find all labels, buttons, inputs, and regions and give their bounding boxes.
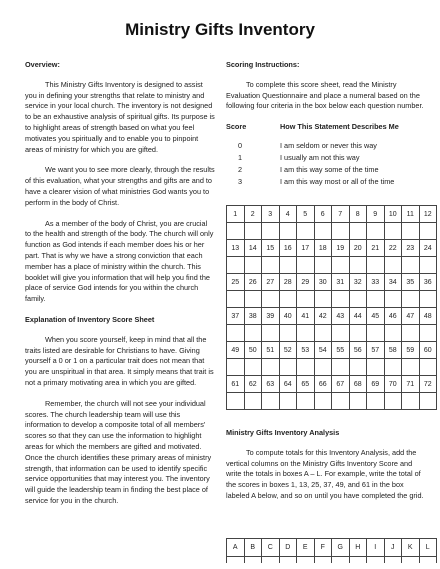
question-number-cell: 52 xyxy=(279,342,297,359)
question-number-cell: 56 xyxy=(349,342,367,359)
answer-cell[interactable] xyxy=(384,291,402,308)
question-number-cell: 41 xyxy=(297,308,315,325)
right-column xyxy=(226,60,426,189)
score-key-row xyxy=(226,141,426,152)
total-answer-cell[interactable] xyxy=(227,557,245,564)
question-number-cell: 21 xyxy=(367,240,385,257)
question-number-cell: 17 xyxy=(297,240,315,257)
answer-cell[interactable] xyxy=(332,291,350,308)
total-letter-cell: A xyxy=(227,539,245,557)
answer-cell[interactable] xyxy=(332,359,350,376)
question-number-cell: 7 xyxy=(332,206,350,223)
score-value: 2 xyxy=(238,164,243,174)
scoring-paragraph: To complete this score sheet, read the Ministry Evaluation Questionnaire and place a numeral based on the following four criteria in the box below each question number. xyxy=(226,79,424,111)
answer-cell[interactable] xyxy=(332,393,350,410)
answer-cell[interactable] xyxy=(419,223,437,240)
answer-cell[interactable] xyxy=(419,359,437,376)
grid-number-row xyxy=(227,206,437,223)
question-number-cell: 37 xyxy=(227,308,245,325)
total-letter-cell: G xyxy=(332,539,350,557)
grid-answer-row xyxy=(227,393,437,410)
score-description: I am this way some of the time xyxy=(280,164,379,174)
question-number-cell: 9 xyxy=(367,206,385,223)
question-number-cell: 51 xyxy=(262,342,280,359)
answer-cell[interactable] xyxy=(227,223,245,240)
totals-answer-row xyxy=(227,557,437,564)
question-number-cell: 60 xyxy=(419,342,437,359)
grid-number-row xyxy=(227,308,437,325)
answer-cell[interactable] xyxy=(349,291,367,308)
question-number-cell: 4 xyxy=(279,206,297,223)
answer-cell[interactable] xyxy=(279,257,297,274)
question-number-cell: 10 xyxy=(384,206,402,223)
question-number-cell: 11 xyxy=(402,206,420,223)
question-number-cell: 45 xyxy=(367,308,385,325)
total-answer-cell[interactable] xyxy=(279,557,297,564)
answer-cell[interactable] xyxy=(349,359,367,376)
question-number-cell: 5 xyxy=(297,206,315,223)
grid-number-row xyxy=(227,274,437,291)
answer-cell[interactable] xyxy=(314,257,332,274)
total-letter-cell: D xyxy=(279,539,297,557)
grid-answer-row xyxy=(227,359,437,376)
score-value: 1 xyxy=(238,152,243,162)
answer-cell[interactable] xyxy=(367,291,385,308)
total-answer-cell[interactable] xyxy=(244,557,262,564)
total-answer-cell[interactable] xyxy=(419,557,437,564)
answer-cell[interactable] xyxy=(349,393,367,410)
answer-cell[interactable] xyxy=(419,325,437,342)
question-number-cell: 8 xyxy=(349,206,367,223)
answer-cell[interactable] xyxy=(367,223,385,240)
score-value: 0 xyxy=(238,140,243,150)
question-number-cell: 47 xyxy=(402,308,420,325)
answer-cell[interactable] xyxy=(279,325,297,342)
question-number-cell: 2 xyxy=(244,206,262,223)
answer-cell[interactable] xyxy=(384,223,402,240)
analysis-totals-grid xyxy=(226,538,437,563)
question-number-cell: 39 xyxy=(262,308,280,325)
total-answer-cell[interactable] xyxy=(402,557,420,564)
answer-cell[interactable] xyxy=(384,359,402,376)
answer-cell[interactable] xyxy=(262,223,280,240)
score-description: I am this way most or all of the time xyxy=(280,176,395,186)
question-number-cell: 35 xyxy=(402,274,420,291)
question-number-cell: 68 xyxy=(349,376,367,393)
answer-cell[interactable] xyxy=(367,359,385,376)
answer-cell[interactable] xyxy=(367,257,385,274)
grid-answer-row xyxy=(227,223,437,240)
answer-cell[interactable] xyxy=(297,291,315,308)
question-number-cell: 16 xyxy=(279,240,297,257)
score-grid xyxy=(226,205,437,410)
question-number-cell: 67 xyxy=(332,376,350,393)
question-number-cell: 38 xyxy=(244,308,262,325)
score-key-row xyxy=(226,153,426,164)
question-number-cell: 28 xyxy=(279,274,297,291)
question-number-cell: 27 xyxy=(262,274,280,291)
answer-cell[interactable] xyxy=(297,359,315,376)
answer-cell[interactable] xyxy=(314,291,332,308)
grid-number-row xyxy=(227,376,437,393)
question-number-cell: 55 xyxy=(332,342,350,359)
question-number-cell: 29 xyxy=(297,274,315,291)
total-letter-cell: C xyxy=(262,539,280,557)
question-number-cell: 65 xyxy=(297,376,315,393)
answer-cell[interactable] xyxy=(402,359,420,376)
page-title: Ministry Gifts Inventory xyxy=(125,20,315,39)
question-number-cell: 20 xyxy=(349,240,367,257)
scoring-heading: Scoring Instructions: xyxy=(226,60,300,69)
overview-paragraph-3: As a member of the body of Christ, you are crucial to the health and strength of the body. The church will only function as God intends if each member does his or her part. That is why we have a strong conviction that each member has a place of ministry within the church. This booklet will give you information that will help you find the place of service God intends for you within the church family. xyxy=(25,218,214,304)
question-number-cell: 63 xyxy=(262,376,280,393)
answer-cell[interactable] xyxy=(279,359,297,376)
answer-cell[interactable] xyxy=(419,257,437,274)
answer-cell[interactable] xyxy=(279,223,297,240)
answer-cell[interactable] xyxy=(349,223,367,240)
question-number-cell: 61 xyxy=(227,376,245,393)
answer-cell[interactable] xyxy=(244,291,262,308)
answer-cell[interactable] xyxy=(402,223,420,240)
answer-cell[interactable] xyxy=(367,393,385,410)
grid-number-row xyxy=(227,342,437,359)
question-number-cell: 44 xyxy=(349,308,367,325)
question-number-cell: 54 xyxy=(314,342,332,359)
answer-cell[interactable] xyxy=(279,291,297,308)
answer-cell[interactable] xyxy=(262,325,280,342)
answer-cell[interactable] xyxy=(297,257,315,274)
total-answer-cell[interactable] xyxy=(384,557,402,564)
question-number-cell: 18 xyxy=(314,240,332,257)
answer-cell[interactable] xyxy=(244,223,262,240)
question-number-cell: 31 xyxy=(332,274,350,291)
grid-number-row xyxy=(227,240,437,257)
question-number-cell: 1 xyxy=(227,206,245,223)
answer-cell[interactable] xyxy=(367,325,385,342)
answer-cell[interactable] xyxy=(402,393,420,410)
answer-cell[interactable] xyxy=(384,393,402,410)
question-number-cell: 34 xyxy=(384,274,402,291)
question-number-cell: 49 xyxy=(227,342,245,359)
answer-cell[interactable] xyxy=(227,359,245,376)
question-number-cell: 43 xyxy=(332,308,350,325)
answer-cell[interactable] xyxy=(297,393,315,410)
answer-cell[interactable] xyxy=(332,325,350,342)
answer-cell[interactable] xyxy=(244,359,262,376)
answer-cell[interactable] xyxy=(227,325,245,342)
question-number-cell: 69 xyxy=(367,376,385,393)
grid-answer-row xyxy=(227,291,437,308)
explanation-paragraph-2: Remember, the church will not see your individual scores. The church leadership team will use this information to develop a composite total of all members' scores so that they can use the information to highlight areas for which the members are gifted and motivated. Once the church identifies these primary areas of ministry strength, that information can be used to identify specific service opportunities that may interest you. The inventory will guide the leadership team in finding the best place of service for you in the church. xyxy=(25,398,212,505)
letters-row xyxy=(227,539,437,557)
total-letter-cell: J xyxy=(384,539,402,557)
answer-cell[interactable] xyxy=(349,325,367,342)
analysis-heading: Ministry Gifts Inventory Analysis xyxy=(226,428,340,437)
answer-cell[interactable] xyxy=(297,223,315,240)
answer-cell[interactable] xyxy=(384,325,402,342)
question-number-cell: 40 xyxy=(279,308,297,325)
score-key-header xyxy=(226,122,426,133)
question-number-cell: 14 xyxy=(244,240,262,257)
left-column xyxy=(25,60,215,517)
score-key-row xyxy=(226,165,426,176)
total-letter-cell: I xyxy=(367,539,385,557)
total-letter-cell: B xyxy=(244,539,262,557)
question-number-cell: 22 xyxy=(384,240,402,257)
total-answer-cell[interactable] xyxy=(332,557,350,564)
question-number-cell: 32 xyxy=(349,274,367,291)
question-number-cell: 50 xyxy=(244,342,262,359)
total-letter-cell: F xyxy=(314,539,332,557)
analysis-section xyxy=(226,428,426,512)
answer-cell[interactable] xyxy=(402,325,420,342)
answer-cell[interactable] xyxy=(227,393,245,410)
answer-cell[interactable] xyxy=(262,257,280,274)
grid-answer-row xyxy=(227,325,437,342)
answer-cell[interactable] xyxy=(314,223,332,240)
question-number-cell: 3 xyxy=(262,206,280,223)
answer-cell[interactable] xyxy=(402,257,420,274)
total-answer-cell[interactable] xyxy=(314,557,332,564)
question-number-cell: 13 xyxy=(227,240,245,257)
question-number-cell: 15 xyxy=(262,240,280,257)
question-number-cell: 59 xyxy=(402,342,420,359)
total-letter-cell: K xyxy=(402,539,420,557)
answer-cell[interactable] xyxy=(332,257,350,274)
total-letter-cell: H xyxy=(349,539,367,557)
answer-cell[interactable] xyxy=(227,291,245,308)
answer-cell[interactable] xyxy=(297,325,315,342)
question-number-cell: 19 xyxy=(332,240,350,257)
grid-answer-row xyxy=(227,257,437,274)
answer-cell[interactable] xyxy=(279,393,297,410)
total-letter-cell: L xyxy=(419,539,437,557)
answer-cell[interactable] xyxy=(244,257,262,274)
explanation-heading: Explanation of Inventory Score Sheet xyxy=(25,314,155,324)
score-column-label: Score xyxy=(226,122,247,132)
total-answer-cell[interactable] xyxy=(262,557,280,564)
answer-cell[interactable] xyxy=(262,393,280,410)
total-answer-cell[interactable] xyxy=(349,557,367,564)
question-number-cell: 12 xyxy=(419,206,437,223)
question-number-cell: 48 xyxy=(419,308,437,325)
answer-cell[interactable] xyxy=(314,393,332,410)
question-number-cell: 71 xyxy=(402,376,420,393)
question-number-cell: 62 xyxy=(244,376,262,393)
answer-cell[interactable] xyxy=(314,325,332,342)
question-number-cell: 26 xyxy=(244,274,262,291)
answer-cell[interactable] xyxy=(262,359,280,376)
question-number-cell: 46 xyxy=(384,308,402,325)
analysis-paragraph: To compute totals for this Inventory Analysis, add the vertical columns on the Ministry Gifts Inventory Score and write the totals in boxes A – L. For example, write the total of the scores in boxes 1, 13, 25, 37, 49, and 61 in the box labeled A below, and so on until you have completed the grid. xyxy=(226,447,424,500)
total-answer-cell[interactable] xyxy=(367,557,385,564)
question-number-cell: 6 xyxy=(314,206,332,223)
answer-cell[interactable] xyxy=(244,393,262,410)
answer-cell[interactable] xyxy=(402,291,420,308)
description-column-label: How This Statement Describes Me xyxy=(280,122,399,132)
answer-cell[interactable] xyxy=(349,257,367,274)
question-number-cell: 57 xyxy=(367,342,385,359)
answer-cell[interactable] xyxy=(227,257,245,274)
question-number-cell: 72 xyxy=(419,376,437,393)
overview-paragraph-2: We want you to see more clearly, through the results of this evaluation, what your strengths and gifts are and to have a clearer vision of what ministries God wants you to perform in the body of Christ. xyxy=(25,165,215,207)
question-number-cell: 70 xyxy=(384,376,402,393)
overview-paragraph-1: This Ministry Gifts Inventory is designed to assist you in defining your strengths that relate to ministry and service in your local church. The inventory is not designed to be an exhaustive analysis of spiritual gifts. Its purpose is to highlight areas of strength based on what you feel motivates you spiritually and to enable you to pinpoint areas of ministry for which you are gifted. xyxy=(25,79,215,154)
question-number-cell: 24 xyxy=(419,240,437,257)
answer-cell[interactable] xyxy=(419,393,437,410)
answer-cell[interactable] xyxy=(384,257,402,274)
score-key-row xyxy=(226,177,426,188)
question-number-cell: 25 xyxy=(227,274,245,291)
answer-cell[interactable] xyxy=(314,359,332,376)
question-number-cell: 42 xyxy=(314,308,332,325)
question-number-cell: 66 xyxy=(314,376,332,393)
question-number-cell: 58 xyxy=(384,342,402,359)
score-description: I usually am not this way xyxy=(280,152,360,162)
total-answer-cell[interactable] xyxy=(297,557,315,564)
answer-cell[interactable] xyxy=(244,325,262,342)
score-value: 3 xyxy=(238,176,243,186)
score-description: I am seldom or never this way xyxy=(280,140,377,150)
question-number-cell: 33 xyxy=(367,274,385,291)
explanation-paragraph-1: When you score yourself, keep in mind that all the traits listed are desirable for Christians to have. Giving yourself a 0 or 1 on a particular trait does not mean that you are unspiritual in that area. It simply means that trait is not a primary motivating area in which you are gifted. xyxy=(25,334,214,387)
question-number-cell: 23 xyxy=(402,240,420,257)
question-number-cell: 30 xyxy=(314,274,332,291)
question-number-cell: 36 xyxy=(419,274,437,291)
answer-cell[interactable] xyxy=(262,291,280,308)
answer-cell[interactable] xyxy=(419,291,437,308)
overview-heading: Overview: xyxy=(25,60,60,69)
total-letter-cell: E xyxy=(297,539,315,557)
question-number-cell: 53 xyxy=(297,342,315,359)
answer-cell[interactable] xyxy=(332,223,350,240)
question-number-cell: 64 xyxy=(279,376,297,393)
